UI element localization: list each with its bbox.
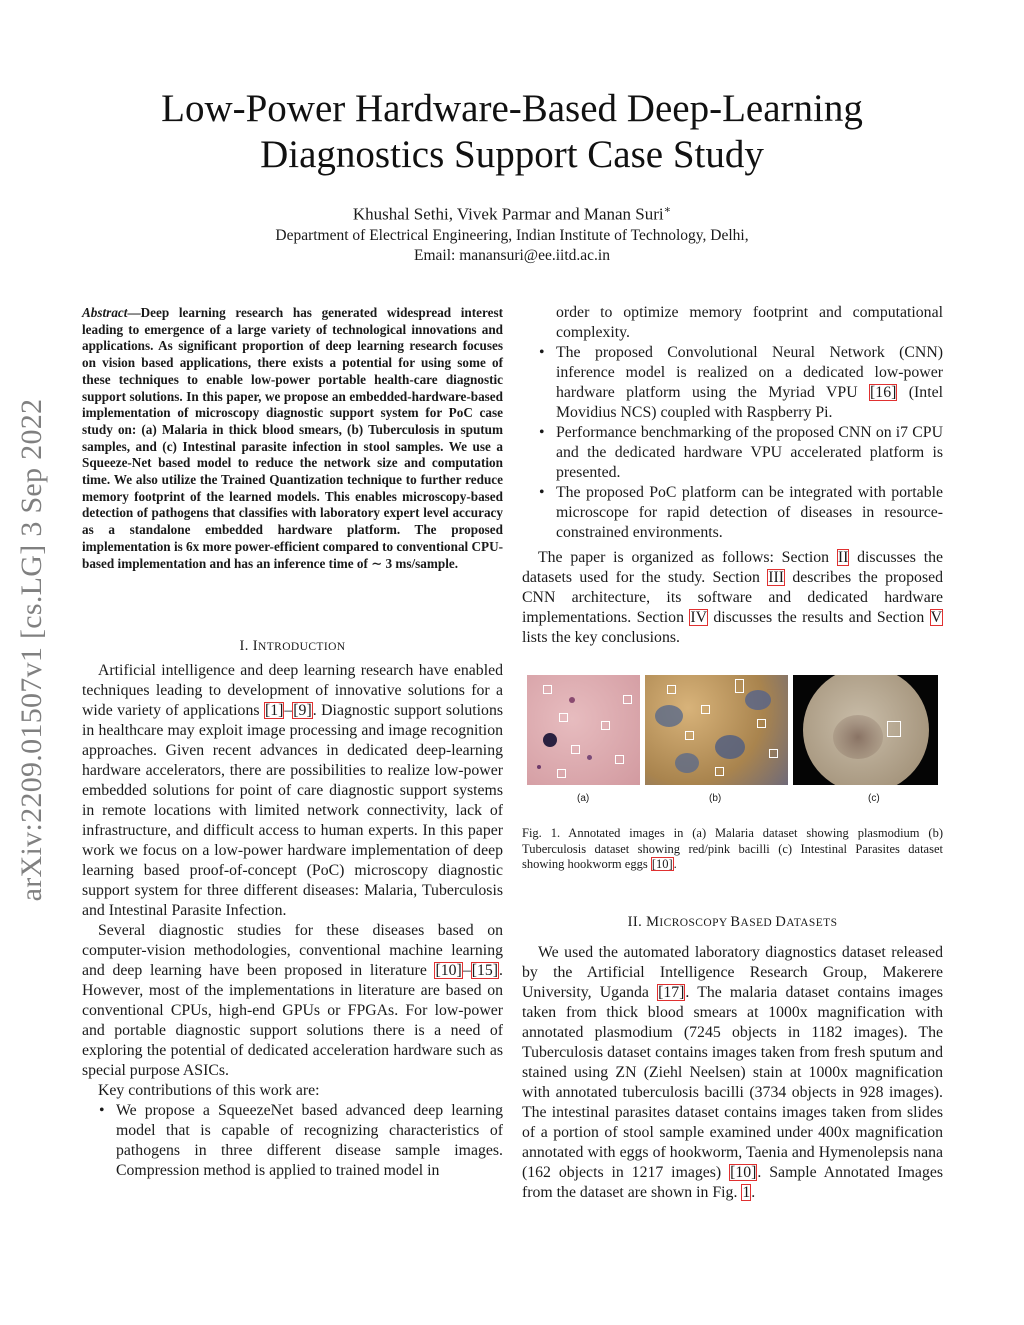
annotation-box: [715, 767, 724, 776]
citation-link-15[interactable]: [15]: [471, 962, 499, 979]
annotation-box: [623, 695, 632, 704]
heading-number: I.: [239, 638, 253, 654]
stained-cell: [675, 753, 699, 773]
heading-part-2: ICROSCOPY: [659, 917, 731, 929]
tuberculosis-sample-image: [645, 675, 788, 785]
section-heading-datasets: [522, 912, 943, 933]
malaria-sample-image: [527, 675, 640, 785]
intro-p2-end: . However, most of the implementations in literature are based on conventional CPUs, high-end GPUs or FPGAs. For low-power and portable diagnostic support solutions there is a need of exploring the potential of dedicated acceleration hardware such as special purpose ASICs.: [82, 962, 503, 1079]
contribution-item-1: • We propose a SqueezeNet based advanced deep learning model that is capable of recognizing characteristics of pathogens in three different disease sample images. Compression method is applied to trained model in: [82, 1101, 503, 1181]
arxiv-identifier: arXiv:2209.01507v1 [cs.LG] 3 Sep 2022: [15, 398, 48, 902]
caption-end: .: [673, 857, 677, 871]
author-list: [60, 203, 964, 225]
contribution-item-3: • Performance benchmarking of the proposed CNN on i7 CPU and the dedicated hardware VPU accelerated platform is presented.: [522, 423, 943, 483]
stained-cell: [715, 735, 745, 759]
affiliation-email: Email: manansuri@ee.iitd.ac.in: [414, 247, 610, 264]
intro-paragraph-1: [82, 661, 503, 921]
citation-link-16[interactable]: [16]: [870, 384, 897, 401]
section-link-4[interactable]: IV: [690, 609, 707, 626]
figure-link-1[interactable]: 1: [742, 1184, 751, 1201]
paper-title: [60, 86, 964, 178]
figure-1-caption: [522, 826, 943, 873]
section-datasets: [522, 912, 943, 1203]
org-text-5: lists the key conclusions.: [522, 629, 680, 646]
stain-spot: [587, 755, 592, 760]
range-dash: –: [462, 962, 471, 979]
citation-link-10-caption[interactable]: [10]: [651, 857, 673, 871]
affiliation: [60, 226, 964, 266]
intro-p1-end: . Diagnostic support solutions in healthcare may exploit image processing and image recognition approaches. Given recent advances in dedicated deep-learning hardware accelerators, there are possibilities to realize low-power embedded solutions for point of care diagnostic support systems in remote locations with limited network connectivity, lack of infrastructure, and difficult access to human experts. In this paper work we focus on a low-power hardware implementation of deep learning based proof-of-concept (PoC) microscopy diagnostic support system for three different diseases: Malaria, Tuberculosis and Intestinal Parasite Infection.: [82, 702, 503, 919]
citation-link-17[interactable]: [17]: [658, 984, 685, 1001]
annotation-box: [543, 685, 552, 694]
organization-paragraph: [522, 548, 943, 648]
arxiv-sidebar: [10, 360, 54, 940]
contributions-continued: [522, 303, 943, 648]
heading-initial: I: [252, 638, 259, 654]
stain-spot: [569, 697, 575, 703]
figure-1: [527, 675, 938, 785]
subfigure-label-a: (a): [577, 793, 590, 804]
heading-part-3: B: [730, 914, 741, 930]
org-text-3: describes the proposed CNN architecture, its software and dedicated hardware implementations. Section: [522, 569, 943, 626]
section-link-2[interactable]: II: [837, 549, 849, 566]
abstract-body: —Deep learning research has generated widespread interest leading to emergence of a large variety of technological innovations and applications. As significant proportion of deep learning research focuses on vision based applications, there exists a potential for using some of these techniques to enable low-power portable health-care diagnostic support solutions. In this paper, we propose an embedded-hardware-based implementation of microscopy diagnostic support system for PoC case study on: (a) Malaria in thick blood smears, (b) Tuberculosis in sputum samples, and (c) Intestinal parasite infection in stool samples. We use a Squeeze-Net based model to reduce the network size and computation time. We also utilize the Trained Quantization technique to further reduce memory footprint of the learned models. This enables microscopy-based detection of pathogens that classifies with laboratory expert level accuracy as a standalone embedded hardware platform. The proposed implementation is 6x more power-efficient compared to conventional CPU-based implementation and has an inference time of ∼ 3 ms/sample.: [82, 305, 503, 571]
affiliation-department: Department of Electrical Engineering, Indian Institute of Technology, Delhi,: [275, 227, 749, 244]
section-link-3[interactable]: III: [768, 569, 785, 586]
section-heading-introduction: [82, 636, 503, 657]
annotation-box: [769, 749, 778, 758]
section-introduction: [82, 636, 503, 1181]
contribution-item-2: [522, 343, 943, 423]
heading-part-5: D: [775, 914, 787, 930]
subfigure-label-c: (c): [868, 793, 880, 804]
stain-spot: [537, 765, 541, 769]
sediment-cluster: [833, 715, 883, 759]
range-dash: –: [284, 702, 293, 719]
intro-paragraph-2: [82, 921, 503, 1081]
org-text-2: discusses the datasets used for the study. Section: [522, 549, 943, 586]
annotation-box: [601, 721, 610, 730]
citation-link-10[interactable]: [10]: [435, 962, 462, 979]
annotation-box: [667, 685, 676, 694]
hookworm-egg-annotation: [887, 721, 901, 737]
contributions-list-right: [522, 343, 943, 543]
datasets-text-4: .: [751, 1184, 756, 1201]
org-text-1: The paper is organized as follows: Section: [538, 549, 837, 566]
corresponding-author-mark: ∗: [663, 204, 672, 216]
datasets-paragraph: [522, 943, 943, 1203]
section-link-5[interactable]: V: [930, 609, 942, 626]
heading-rest: NTRODUCTION: [258, 641, 346, 653]
datasets-text-1: We used the automated laboratory diagnostics dataset released by the Artificial Intelligence Research Group, Makerere University, Uganda: [522, 944, 943, 1001]
annotation-box: [757, 719, 766, 728]
org-text-4: discusses the results and Section: [707, 609, 930, 626]
annotation-box: [685, 731, 694, 740]
stained-cell: [745, 690, 771, 710]
abstract: [82, 305, 503, 572]
heading-part-6: ATASETS: [786, 917, 838, 929]
annotation-box: [615, 755, 624, 764]
datasets-text-3: . Sample Annotated Images from the dataset are shown in Fig.: [522, 1164, 943, 1201]
intro-p1-start: Artificial intelligence and deep learning research have enabled techniques leading to development of innovative solutions for a wide variety of applications: [82, 662, 503, 719]
contribution-item-4: • The proposed PoC platform can be integrated with portable microscope for rapid detection of diseases in resource-constrained environments.: [522, 483, 943, 543]
subfigure-label-b: (b): [709, 793, 722, 804]
title-line-1: Low-Power Hardware-Based Deep-Learning: [161, 87, 863, 130]
annotation-box: [571, 745, 580, 754]
heading-part-4: ASED: [740, 917, 776, 929]
contribution-item-1-continued: order to optimize memory footprint and computational complexity.: [556, 304, 943, 341]
annotation-box: [735, 679, 744, 693]
plasmodium-stain-blob: [543, 733, 557, 747]
annotation-box: [701, 705, 710, 714]
author-names: Khushal Sethi, Vivek Parmar and Manan Suri: [352, 204, 664, 224]
datasets-text-2: . The malaria dataset contains images taken from thick blood smears at 1000x magnification with annotated plasmodium (7245 objects in 1182 images). The Tuberculosis dataset contains images taken from fresh sputum and stained using ZN (Ziehl Neelsen) stain at 1000x magnification with annotated tuberculosis bacilli (3734 objects in 928 images). The intestinal parasites dataset contains images taken from slides of a portion of stool sample examined under 400x magnification annotated with eggs of hookworm, Taenia and Hymenolepsis nana (162 objects in 1217 images): [522, 984, 944, 1181]
abstract-label: Abstract: [82, 305, 128, 320]
parasite-sample-image: [793, 675, 938, 785]
annotation-box: [559, 713, 568, 722]
annotation-box: [557, 769, 566, 778]
heading-part-1: II. M: [627, 914, 660, 930]
stained-cell: [655, 705, 683, 727]
citation-link-10-datasets[interactable]: [10]: [730, 1164, 757, 1181]
caption-text: Fig. 1. Annotated images in (a) Malaria dataset showing plasmodium (b) Tuberculosis dataset showing red/pink bacilli (c) Intestinal Parasites dataset showing hookworm eggs: [522, 826, 943, 871]
contributions-list-left: [82, 1101, 503, 1181]
citation-link-9[interactable]: [9]: [293, 702, 312, 719]
contribution-2-start: The proposed Convolutional Neural Network (CNN) inference model is realized on a dedicated low-power hardware platform using the Myriad VPU: [556, 344, 943, 401]
citation-link-1[interactable]: [1]: [264, 702, 284, 719]
intro-paragraph-3: Key contributions of this work are:: [98, 1082, 320, 1099]
contribution-2-end: (Intel Movidius NCS) coupled with Raspberry Pi.: [556, 384, 943, 421]
intro-p2-start: Several diagnostic studies for these diseases based on computer-vision methodologies, conventional machine learning and deep learning have been proposed in literature: [82, 922, 503, 979]
title-line-2: Diagnostics Support Case Study: [260, 133, 764, 176]
